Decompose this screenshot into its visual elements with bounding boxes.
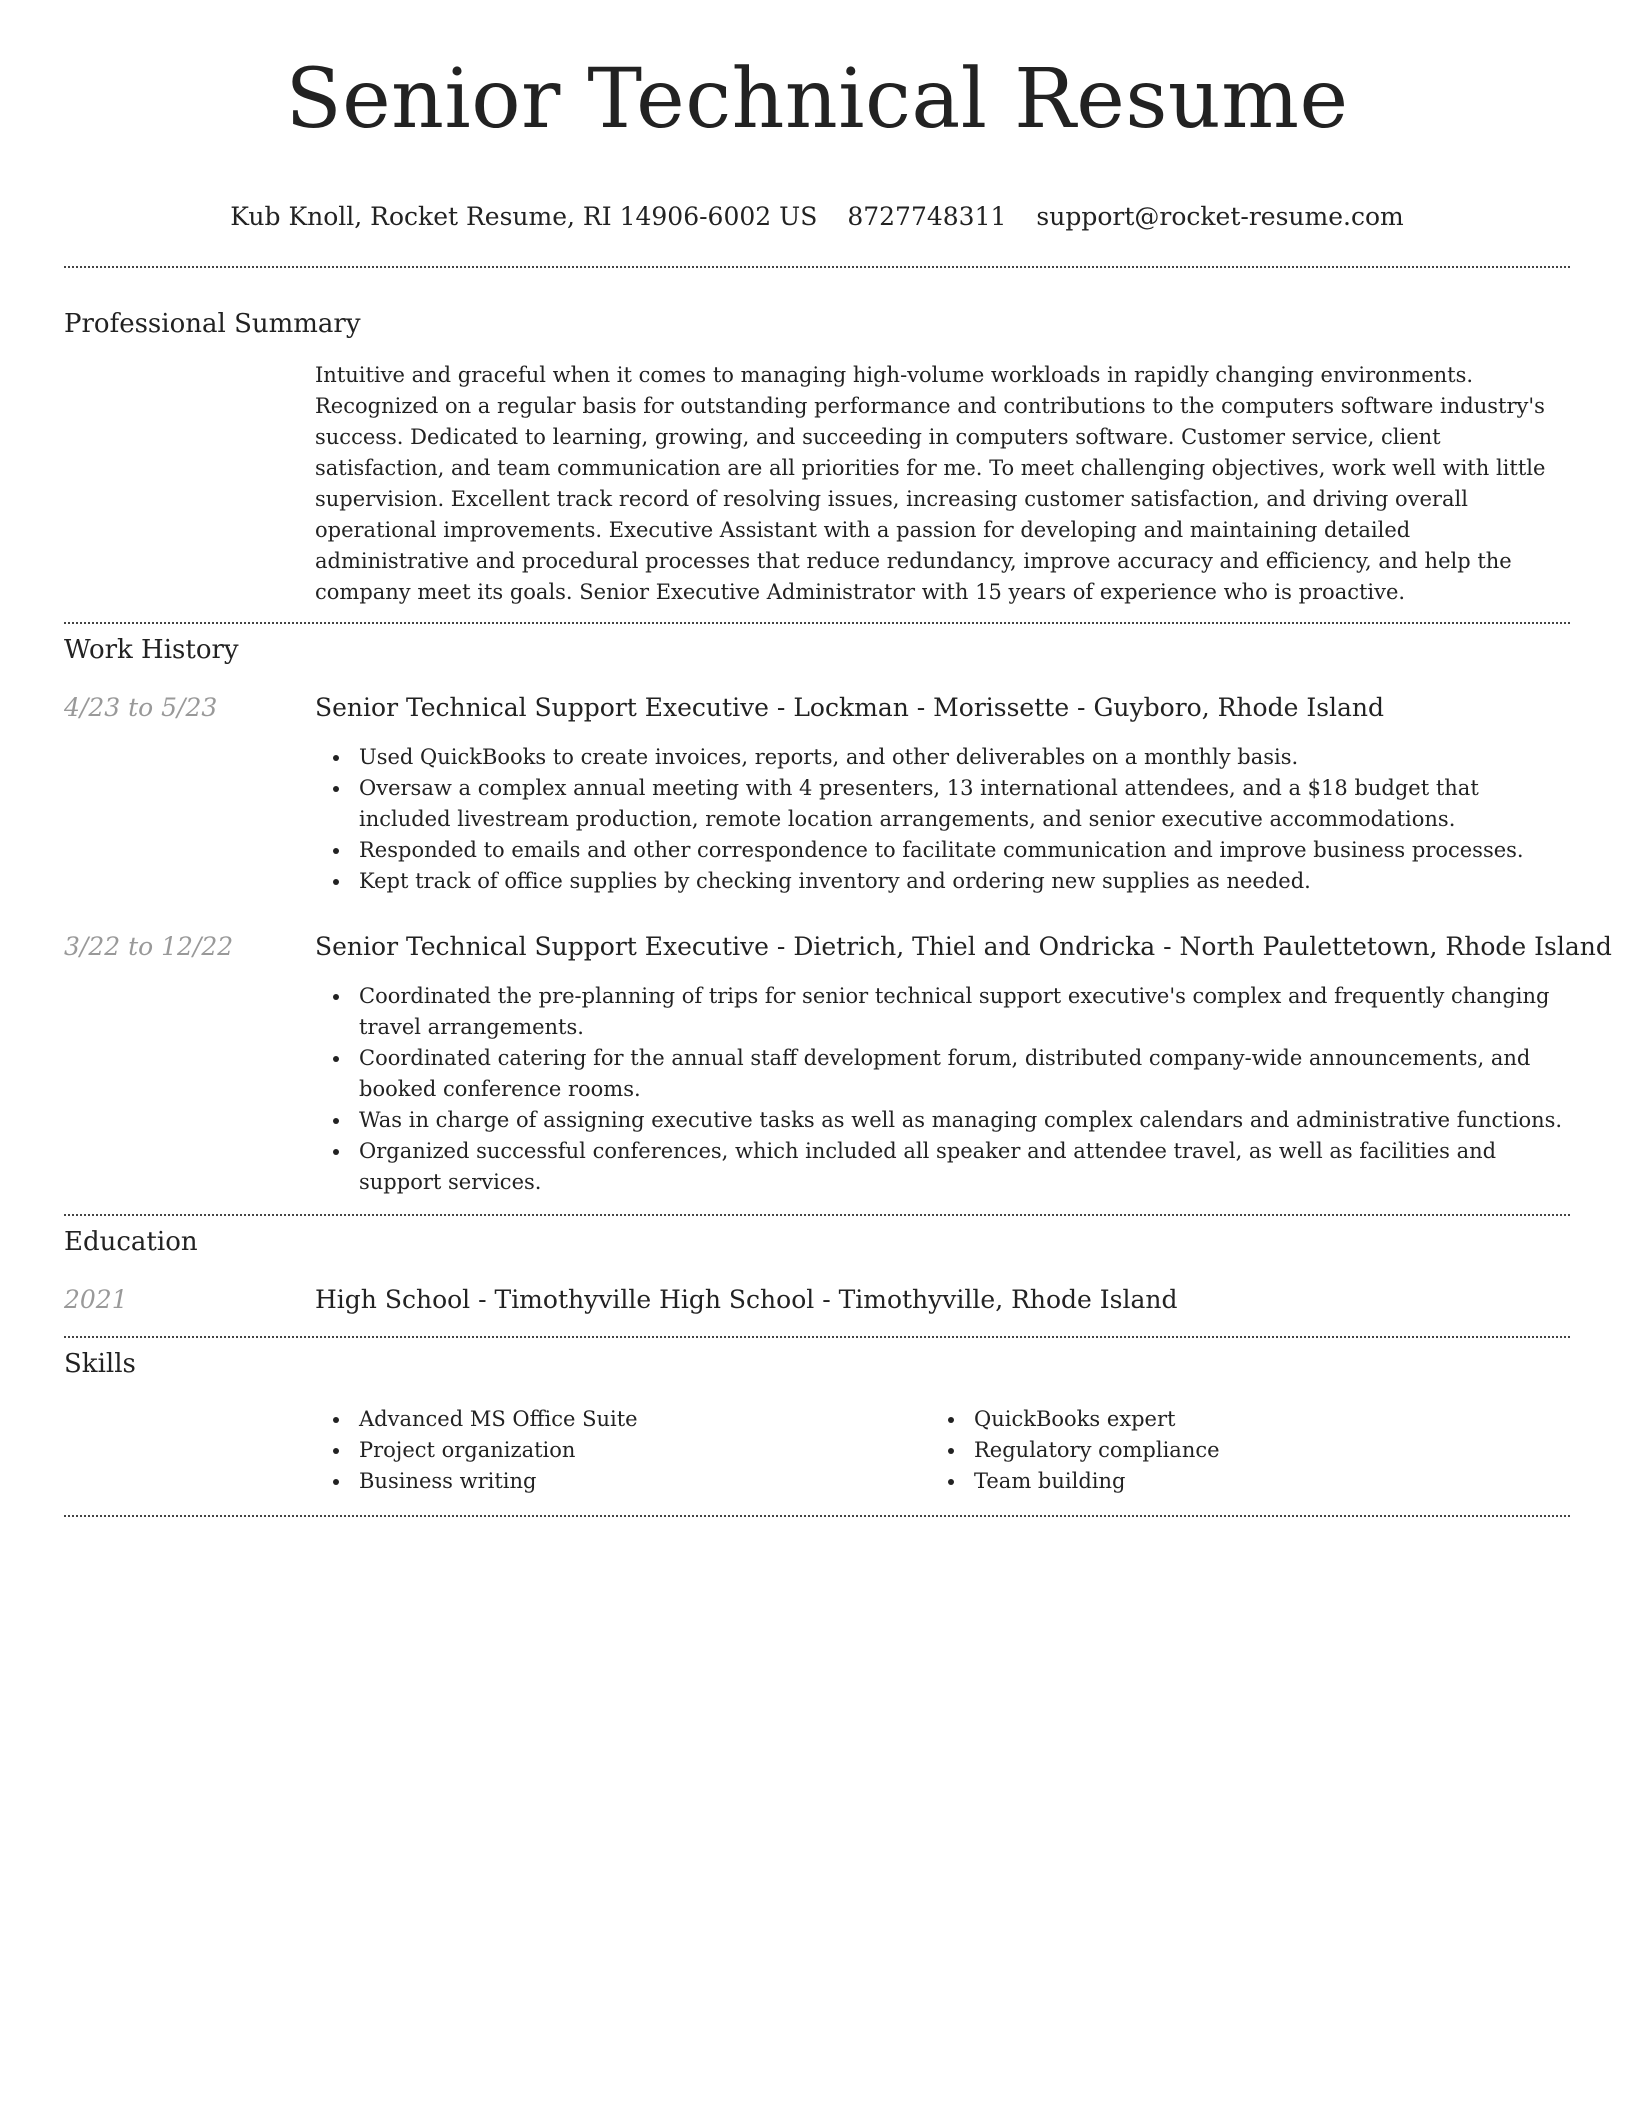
summary-text: Intuitive and graceful when it comes to managing high-volume workloads in rapidly changing environments. Recognized on a regular basis for outstanding performance and contributions to the computers software industry's success. Dedicated to learning, growing, and succeeding in computers software. Customer service, client satisfaction, and team communication are all priorities for me. To meet challenging objectives, work well with little supervision. Excellent track record of resolving issues, increasing customer satisfaction, and driving overall operational improvements. Executive Assistant with a passion for developing and maintaining detailed administrative and procedural processes that reduce redundancy, improve accuracy and efficiency, and help the company meet its goals. Senior Executive Administrator with 15 years of experience who is proactive. bbox=[315, 363, 1546, 604]
section-title-education: Education bbox=[64, 1227, 198, 1257]
job-bullets bbox=[315, 981, 1570, 1198]
skills-row bbox=[64, 1404, 1570, 1497]
contact-email: support@rocket-resume.com bbox=[1036, 202, 1404, 231]
contact-address: Kub Knoll, Rocket Resume, RI 14906-6002 US bbox=[230, 202, 818, 231]
list-item: QuickBooks expert bbox=[930, 1404, 1545, 1435]
education-title: High School - Timothyville High School - Timothyville, Rhode Island bbox=[315, 1285, 1178, 1314]
skills-list-right bbox=[930, 1404, 1545, 1497]
job-entry bbox=[64, 931, 1612, 1198]
resume-page bbox=[64, 0, 1612, 1517]
section-title-work-history: Work History bbox=[64, 635, 239, 665]
divider bbox=[64, 266, 1570, 268]
summary-row bbox=[64, 360, 1570, 608]
list-item: Coordinated the pre-planning of trips for senior technical support executive's complex and frequently changing travel arrangements. bbox=[315, 981, 1570, 1043]
list-item: Organized successful conferences, which included all speaker and attendee travel, as well as facilities and support services. bbox=[315, 1136, 1570, 1198]
summary-spacer bbox=[64, 360, 315, 608]
list-item: Project organization bbox=[315, 1435, 930, 1466]
resume-title: Senior Technical Resume bbox=[285, 52, 1349, 147]
skills-list-left bbox=[315, 1404, 930, 1497]
education-entry bbox=[64, 1284, 1570, 1316]
list-item: Oversaw a complex annual meeting with 4 presenters, 13 international attendees, and a $18 budget that included livestream production, remote location arrangements, and senior executive accommodations. bbox=[315, 773, 1570, 835]
list-item: Was in charge of assigning executive tasks as well as managing complex calendars and administrative functions. bbox=[315, 1105, 1570, 1136]
divider bbox=[64, 1515, 1570, 1517]
list-item: Business writing bbox=[315, 1466, 930, 1497]
section-title-summary: Professional Summary bbox=[64, 309, 361, 339]
job-entry bbox=[64, 692, 1570, 897]
divider bbox=[64, 1336, 1570, 1338]
divider bbox=[64, 622, 1570, 624]
list-item: Kept track of office supplies by checking inventory and ordering new supplies as needed. bbox=[315, 866, 1570, 897]
divider bbox=[64, 1214, 1570, 1216]
list-item: Regulatory compliance bbox=[930, 1435, 1545, 1466]
job-title: Senior Technical Support Executive - Dietrich, Thiel and Ondricka - North Paulettetown, Rhode Island bbox=[315, 932, 1612, 961]
contact-line bbox=[64, 202, 1570, 232]
list-item: Team building bbox=[930, 1466, 1545, 1497]
skills-spacer bbox=[64, 1404, 315, 1497]
list-item: Coordinated catering for the annual staff development forum, distributed company-wide announcements, and booked conference rooms. bbox=[315, 1043, 1570, 1105]
list-item: Responded to emails and other correspondence to facilitate communication and improve business processes. bbox=[315, 835, 1570, 866]
job-dates: 3/22 to 12/22 bbox=[64, 932, 234, 961]
list-item: Used QuickBooks to create invoices, reports, and other deliverables on a monthly basis. bbox=[315, 742, 1570, 773]
job-dates: 4/23 to 5/23 bbox=[64, 693, 218, 722]
list-item: Advanced MS Office Suite bbox=[315, 1404, 930, 1435]
contact-phone: 8727748311 bbox=[847, 202, 1007, 231]
education-year: 2021 bbox=[64, 1285, 128, 1314]
job-bullets bbox=[315, 742, 1570, 897]
job-title: Senior Technical Support Executive - Lockman - Morissette - Guyboro, Rhode Island bbox=[315, 693, 1385, 722]
section-title-skills: Skills bbox=[64, 1349, 136, 1379]
